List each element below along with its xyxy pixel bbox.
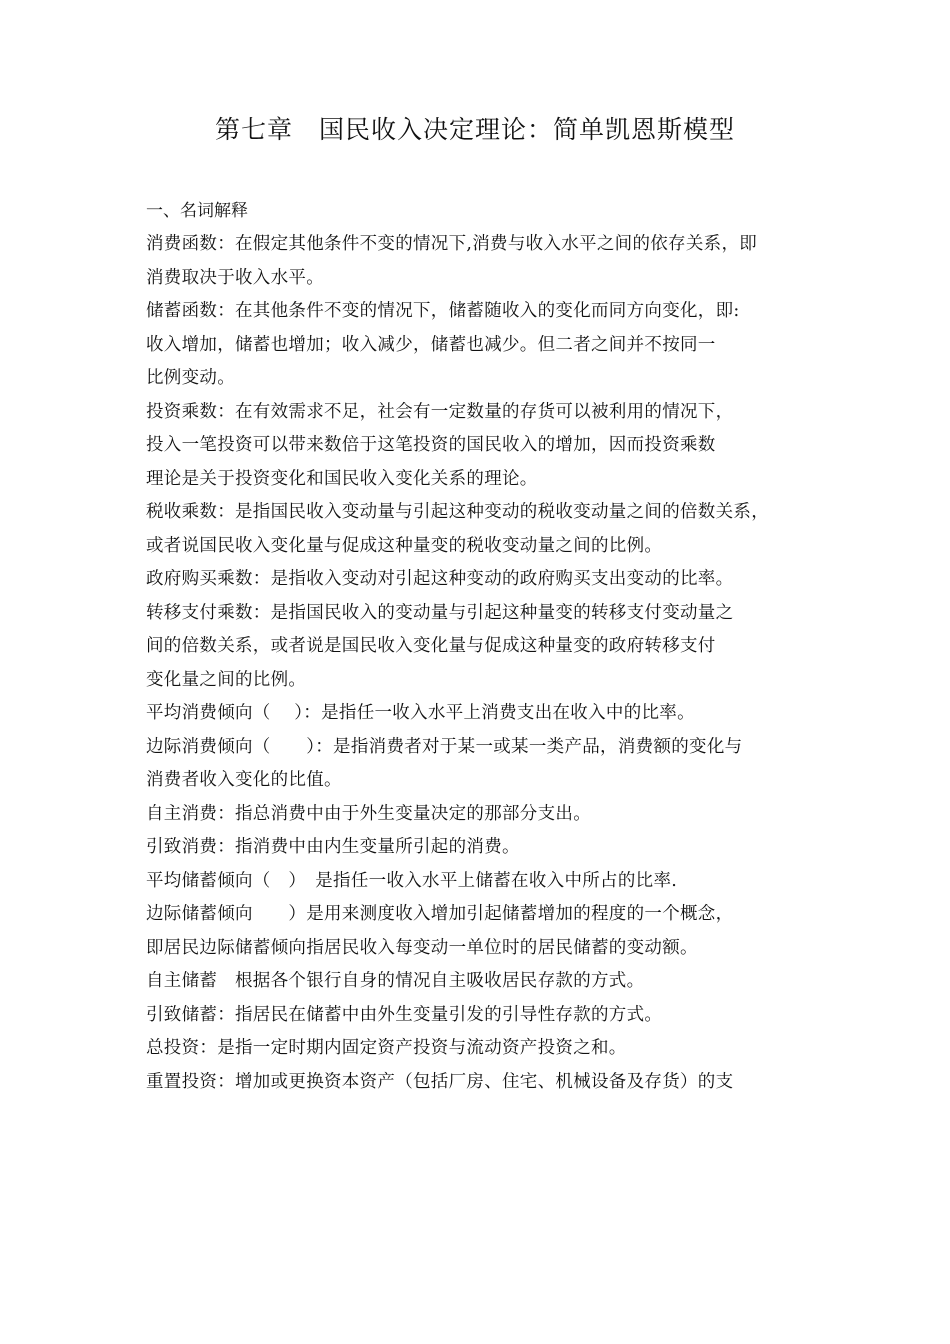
document-body bbox=[146, 194, 846, 1099]
text-line: 边际储蓄倾向 ）是用来测度收入增加引起储蓄增加的程度的一个概念， bbox=[146, 904, 734, 924]
text-line: 边际消费倾向（ ）：是指消费者对于某一或某一类产品，消费额的变化与 bbox=[146, 736, 743, 757]
text-line: 变化量之间的比例。 bbox=[146, 669, 307, 690]
text-line: 总投资：是指一定时期内固定资产投资与流动资产投资之和。 bbox=[146, 1038, 627, 1058]
text-line: 引致储蓄：指居民在储蓄中由外生变量引发的引导性存款的方式。 bbox=[146, 1004, 663, 1025]
text-line: 转移支付乘数：是指国民收入的变动量与引起这种量变的转移支付变动量之 bbox=[146, 602, 734, 623]
text-line: 或者说国民收入变化量与促成这种量变的税收变动量之间的比例。 bbox=[146, 535, 663, 556]
text-line: 间的倍数关系，或者说是国民收入变化量与促成这种量变的政府转移支付 bbox=[146, 636, 716, 656]
text-line: 储蓄函数：在其他条件不变的情况下，储蓄随收入的变化而同方向变化，即: bbox=[146, 301, 740, 321]
text-line: 平均消费倾向（ ）：是指任一收入水平上消费支出在收入中的比率。 bbox=[146, 703, 695, 723]
text-line: 税收乘数：是指国民收入变动量与引起这种变动的税收变动量之间的倍数关系， bbox=[146, 502, 769, 522]
section-heading: 一、名词解释 bbox=[146, 201, 248, 221]
chapter-title: 第七章 国民收入决定理论：简单凯恩斯模型 bbox=[214, 115, 735, 144]
text-line: 重置投资：增加或更换资本资产（包括厂房、住宅、机械设备及存货）的支 bbox=[146, 1071, 734, 1092]
text-line: 政府购买乘数：是指收入变动对引起这种变动的政府购买支出变动的比率。 bbox=[146, 569, 734, 589]
text-line: 自主消费：指总消费中由于外生变量决定的那部分支出。 bbox=[146, 803, 591, 824]
text-line: 投入一笔投资可以带来数倍于这笔投资的国民收入的增加，因而投资乘数 bbox=[146, 435, 716, 455]
text-line: 消费者收入变化的比值。 bbox=[146, 770, 342, 790]
text-line: 理论是关于投资变化和国民收入变化关系的理论。 bbox=[146, 468, 538, 489]
text-line: 自主储蓄 根据各个银行自身的情况自主吸收居民存款的方式。 bbox=[146, 971, 645, 991]
text-line: 消费取决于收入水平。 bbox=[146, 267, 324, 288]
text-line: 比例变动。 bbox=[146, 368, 235, 388]
text-line: 消费函数：在假定其他条件不变的情况下,消费与收入水平之间的依存关系，即 bbox=[146, 234, 758, 254]
text-line: 引致消费：指消费中由内生变量所引起的消费。 bbox=[146, 837, 520, 857]
text-line: 收入增加，储蓄也增加；收入减少，储蓄也减少。但二者之间并不按同一 bbox=[146, 334, 716, 355]
text-line: 投资乘数：在有效需求不足，社会有一定数量的存货可以被利用的情况下， bbox=[146, 401, 734, 422]
text-line: 平均储蓄倾向（ ） 是指任一收入水平上储蓄在收入中所占的比率. bbox=[146, 870, 678, 891]
text-line: 即居民边际储蓄倾向指居民收入每变动一单位时的居民储蓄的变动额。 bbox=[146, 937, 698, 958]
